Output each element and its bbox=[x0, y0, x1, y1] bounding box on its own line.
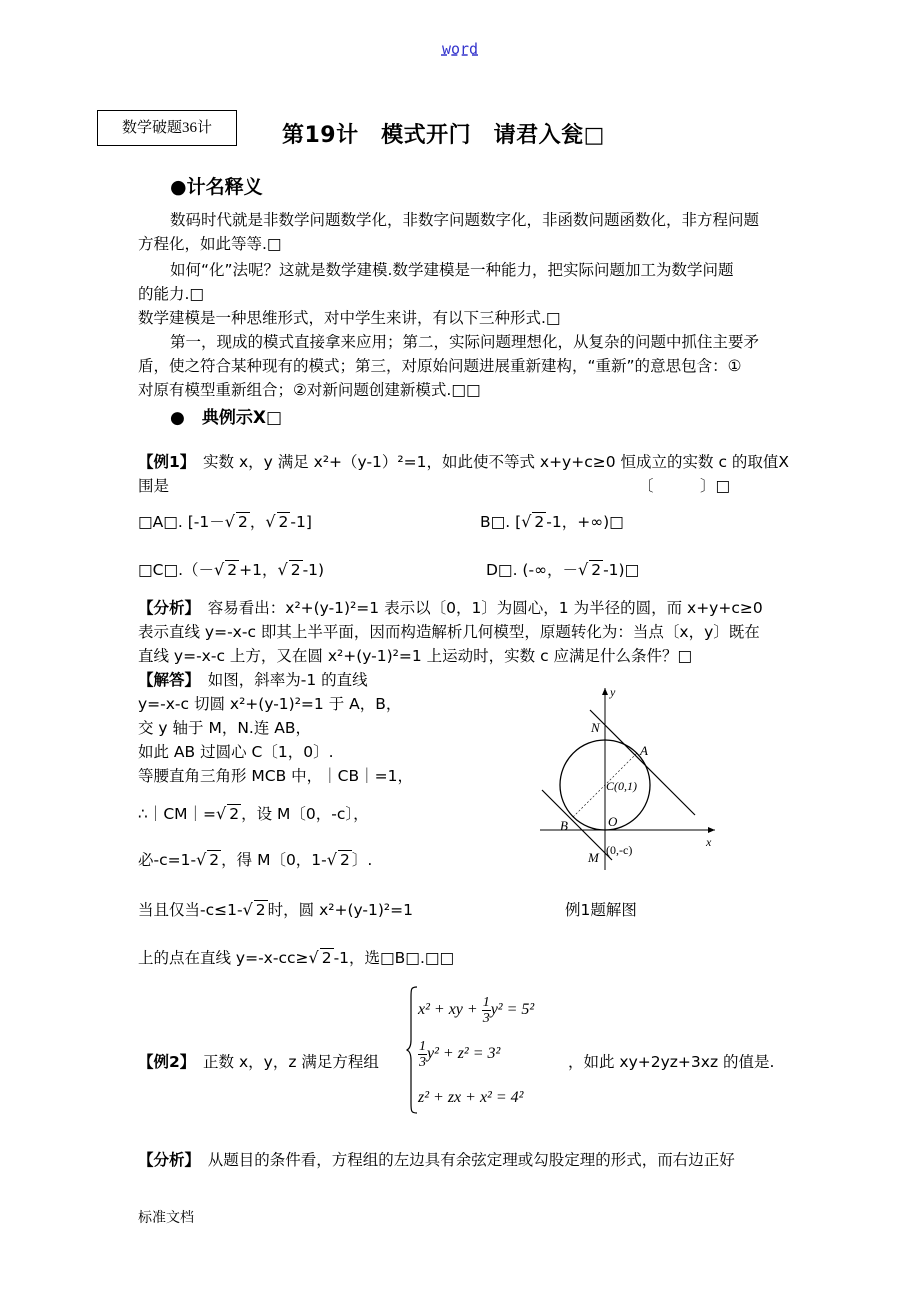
paragraph-1b: 方程化，如此等等.□ bbox=[138, 235, 282, 253]
page-title: 第19计 模式开门 请君入瓮□ bbox=[282, 123, 605, 148]
equation-2-frac-den: 3 bbox=[419, 1055, 426, 1070]
solution-line-8: 当且仅当-c≤1-√ 2 时，圆 x²+(y-1)²=1 bbox=[138, 900, 413, 919]
paragraph-4c: 对原有模型重新组合；②对新问题创建新模式.□□ bbox=[138, 381, 481, 399]
tangent-line-upper bbox=[590, 710, 695, 815]
solution-line-1: 如图，斜率为-1 的直线 bbox=[192, 671, 368, 689]
option-b-suffix: -1，+∞)□ bbox=[546, 513, 624, 531]
option-b: B□. [√ 2 -1，+∞)□ bbox=[480, 512, 624, 531]
point-c-label: C(0,1) bbox=[606, 779, 637, 793]
example1-analysis-c: 直线 y=-x-c 上方，又在圆 x²+(y-1)²=1 上运动时，实数 c 应满足什么条件？□ bbox=[138, 647, 693, 665]
example1-answer-blank: 〔 〕□ bbox=[638, 477, 731, 495]
solution-line-7-suffix: 〕. bbox=[351, 851, 373, 869]
equation-1 bbox=[418, 995, 534, 1026]
option-c-suffix: -1) bbox=[302, 561, 325, 579]
analysis-label: 【分析】 bbox=[138, 599, 193, 617]
point-a-label: A bbox=[640, 743, 648, 758]
left-brace bbox=[406, 985, 418, 1115]
solution-line-8-radicand: 2 bbox=[255, 901, 266, 919]
solution-line-9-prefix: 上的点在直线 y=-x-cc≥ bbox=[138, 949, 309, 967]
option-a-prefix: □A□. [-1－ bbox=[138, 513, 225, 531]
option-b-prefix: B□. [ bbox=[480, 513, 522, 531]
solution-line-9-radicand: 2 bbox=[321, 949, 332, 967]
solution-label: 【解答】 bbox=[138, 671, 193, 689]
example2-label: 【例2】 bbox=[138, 1053, 188, 1071]
point-m-coord-label: (0,-c) bbox=[606, 843, 633, 857]
x-axis-label: x bbox=[706, 835, 712, 849]
example1-text-a: 实数 x，y 满足 x²+（y-1）²=1，如此使不等式 x+y+c≥0 恒成立的实数 c 的取值X bbox=[187, 453, 790, 471]
footer-text: 标准文档 bbox=[138, 1210, 194, 1226]
solution-line-5: 等腰直角三角形 MCB 中，｜CB｜=1， bbox=[138, 767, 413, 785]
solution-line-7-mid: ，得 M〔0，1- bbox=[221, 851, 327, 869]
section-meaning-title: ●计名释义 bbox=[170, 176, 263, 198]
figure-caption: 例1题解图 bbox=[565, 901, 637, 919]
example1-label: 【例1】 bbox=[138, 453, 188, 471]
paragraph-2b: 的能力.□ bbox=[138, 285, 205, 303]
equation-2-fraction bbox=[418, 1039, 427, 1070]
equation-2-tail: y² + z² = 3² bbox=[427, 1045, 501, 1063]
example1-solution-1 bbox=[138, 668, 368, 692]
solution-line-6: ∴｜CM｜=√ 2 ，设 M〔0，-c〕， bbox=[138, 804, 369, 823]
example2-analysis-label: 【分析】 bbox=[138, 1151, 193, 1169]
solution-line-8-suffix: 时，圆 x²+(y-1)²=1 bbox=[267, 901, 413, 919]
solution-line-7: 必-c=1-√ 2 ，得 M〔0，1-√ 2 〕. bbox=[138, 850, 373, 869]
paragraph-2a: 如何“化”法呢？这就是数学建模.数学建模是一种能力，把实际问题加工为数学问题 bbox=[170, 261, 734, 279]
example1-text-b: 围是 bbox=[138, 477, 170, 495]
solution-line-9: 上的点在直线 y=-x-cc≥√ 2 -1，选□B□.□□ bbox=[138, 948, 455, 967]
point-m-label: M bbox=[588, 850, 599, 865]
tangent-line-lower bbox=[542, 790, 612, 860]
example1-figure bbox=[530, 680, 730, 880]
equation-1-fraction bbox=[482, 995, 491, 1026]
option-a-mid: ， bbox=[249, 513, 266, 531]
option-a-radicand-2: 2 bbox=[278, 513, 289, 531]
equation-2 bbox=[418, 1039, 500, 1070]
solution-line-3: 交 y 轴于 M，N.连 AB， bbox=[138, 719, 312, 737]
point-b-label: B bbox=[560, 818, 568, 833]
example2-analysis-text: 从题目的条件看，方程组的左边具有余弦定理或勾股定理的形式，而右边正好 bbox=[192, 1151, 735, 1169]
solution-line-7-prefix: 必-c=1- bbox=[138, 851, 197, 869]
solution-line-9-suffix: -1，选□B□.□□ bbox=[333, 949, 455, 967]
solution-line-7-radicand-1: 2 bbox=[209, 851, 220, 869]
option-a: □A□. [-1－√ 2 ，√ 2 -1] bbox=[138, 512, 312, 531]
option-c: □C□.（－√ 2 +1，√ 2 -1) bbox=[138, 560, 325, 579]
solution-line-6-suffix: ，设 M〔0，-c〕， bbox=[241, 805, 369, 823]
equation-2-frac-num: 1 bbox=[419, 1039, 426, 1054]
section-examples-title: ● 典例示X□ bbox=[170, 408, 283, 428]
option-d: D□. (-∞，－√ 2 -1)□ bbox=[486, 560, 640, 579]
solution-line-4: 如此 AB 过圆心 C〔1，0〕. bbox=[138, 743, 334, 761]
paragraph-3: 数学建模是一种思维形式，对中学生来讲，有以下三种形式.□ bbox=[138, 309, 561, 327]
x-axis-arrow bbox=[708, 827, 715, 833]
solution-line-6-prefix: ∴｜CM｜= bbox=[138, 805, 217, 823]
option-d-radicand: 2 bbox=[591, 561, 602, 579]
option-b-radicand: 2 bbox=[534, 513, 545, 531]
example1-analysis-text-a: 容易看出：x²+(y-1)²=1 表示以〔0，1〕为圆心，1 为半径的圆，而 x+y+c≥0 bbox=[192, 599, 763, 617]
example1-statement-a bbox=[138, 450, 789, 474]
example1-analysis-a bbox=[138, 596, 763, 620]
equation-1-tail: y² = 5² bbox=[490, 1001, 535, 1019]
paragraph-4b: 盾，使之符合某种现有的模式；第三，对原始问题进展重新建构，“重新”的意思包含：① bbox=[138, 357, 742, 375]
option-c-radicand-2: 2 bbox=[290, 561, 301, 579]
header-word-link[interactable]: word bbox=[441, 40, 479, 58]
option-c-prefix: □C□.（－ bbox=[138, 561, 215, 579]
solution-line-8-prefix: 当且仅当-c≤1- bbox=[138, 901, 243, 919]
equation-1-head: x² + xy + bbox=[418, 1001, 482, 1019]
example2-statement bbox=[138, 1050, 379, 1074]
paragraph-1a: 数码时代就是非数学问题数学化，非数字问题数字化，非函数问题函数化，非方程问题 bbox=[170, 211, 760, 229]
paragraph-4a: 第一，现成的模式直接拿来应用；第二，实际问题理想化，从复杂的问题中抓住主要矛 bbox=[170, 333, 760, 351]
option-c-radicand-1: 2 bbox=[227, 561, 238, 579]
option-a-suffix: -1] bbox=[290, 513, 312, 531]
example2-text-b: ，如此 xy+2yz+3xz 的值是. bbox=[568, 1053, 775, 1071]
point-n-label: N bbox=[591, 720, 600, 735]
equation-system bbox=[406, 985, 566, 1115]
equation-3: z² + zx + x² = 4² bbox=[418, 1089, 524, 1106]
example1-analysis-b: 表示直线 y=-x-c 即其上半平面，因而构造解析几何模型，原题转化为：当点〔x，y〕既在 bbox=[138, 623, 760, 641]
solution-line-6-radicand: 2 bbox=[229, 805, 240, 823]
equation-1-frac-num: 1 bbox=[482, 995, 490, 1010]
origin-label: O bbox=[608, 814, 618, 829]
example2-text-a: 正数 x，y，z 满足方程组 bbox=[187, 1053, 379, 1071]
solution-line-7-radicand-2: 2 bbox=[339, 851, 350, 869]
y-axis-arrow bbox=[602, 688, 608, 695]
option-a-radicand-1: 2 bbox=[237, 513, 248, 531]
equation-1-frac-den: 3 bbox=[482, 1011, 490, 1026]
option-d-suffix: -1)□ bbox=[603, 561, 640, 579]
solution-line-2: y=-x-c 切圆 x²+(y-1)²=1 于 A，B， bbox=[138, 695, 402, 713]
option-c-mid: +1， bbox=[239, 561, 278, 579]
y-axis-label: y bbox=[610, 685, 616, 699]
series-label-box: 数学破题36计 bbox=[97, 110, 237, 146]
example2-analysis bbox=[138, 1148, 735, 1172]
option-d-prefix: D□. (-∞，－ bbox=[486, 561, 578, 579]
